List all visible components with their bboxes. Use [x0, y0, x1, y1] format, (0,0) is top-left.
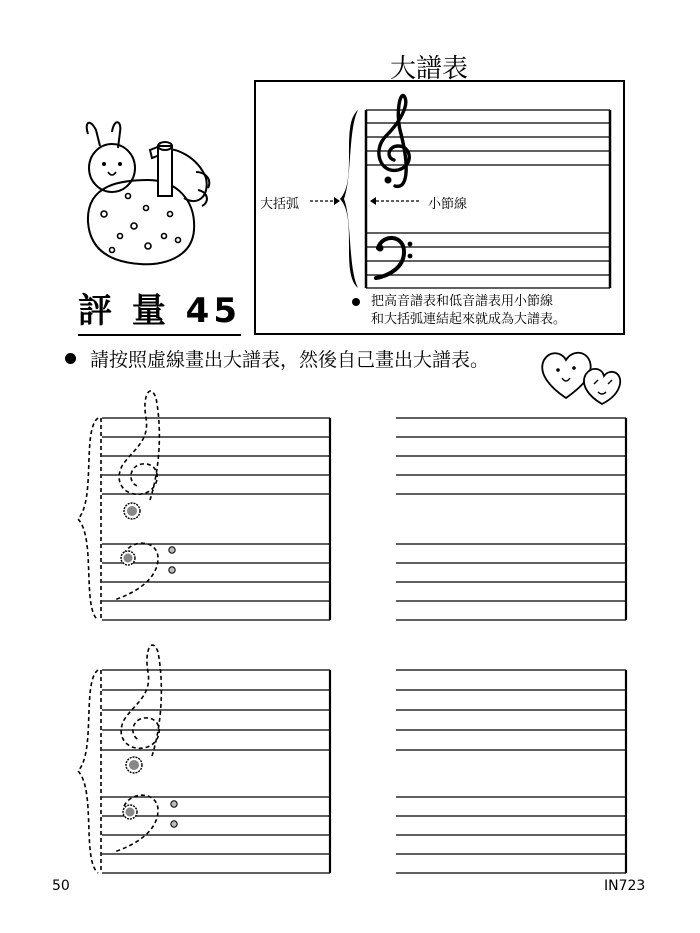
brace-label: 大括弧	[260, 197, 300, 212]
dashed-brace	[78, 670, 98, 873]
practice-grand-staff-2	[70, 630, 340, 880]
note-line-2: 和大括弧連結起來就成為大譜表。	[371, 312, 567, 327]
treble-clef-icon	[379, 95, 409, 186]
note-bullet	[352, 298, 360, 306]
bass-clef-icon	[376, 238, 404, 278]
note-line-1: 把高音譜表和低音譜表用小節線	[371, 294, 554, 309]
dashed-brace	[78, 418, 98, 620]
page-number: 50	[52, 878, 70, 894]
dashed-bass-clef	[114, 795, 158, 852]
book-code: IN723	[604, 878, 646, 894]
egg	[88, 180, 194, 264]
assessment-badge: 評 量 45	[78, 283, 241, 336]
practice-blank-staff-2	[390, 660, 630, 880]
hearts-illustration	[536, 340, 626, 408]
rabbit-illustration	[76, 118, 222, 268]
page-title: 大譜表	[390, 54, 469, 84]
instruction-text: 請按照虛線畫出大譜表，然後自己畫出大譜表。	[90, 349, 490, 371]
barline-label: 小節線	[428, 197, 468, 212]
practice-grand-staff-1	[70, 380, 340, 630]
practice-blank-staff-1	[390, 410, 630, 630]
dashed-treble-clef	[121, 645, 161, 756]
dashed-treble-clef	[119, 391, 159, 500]
brace	[340, 110, 358, 288]
instruction-bullet	[65, 353, 76, 364]
dashed-bass-clef	[114, 543, 158, 600]
